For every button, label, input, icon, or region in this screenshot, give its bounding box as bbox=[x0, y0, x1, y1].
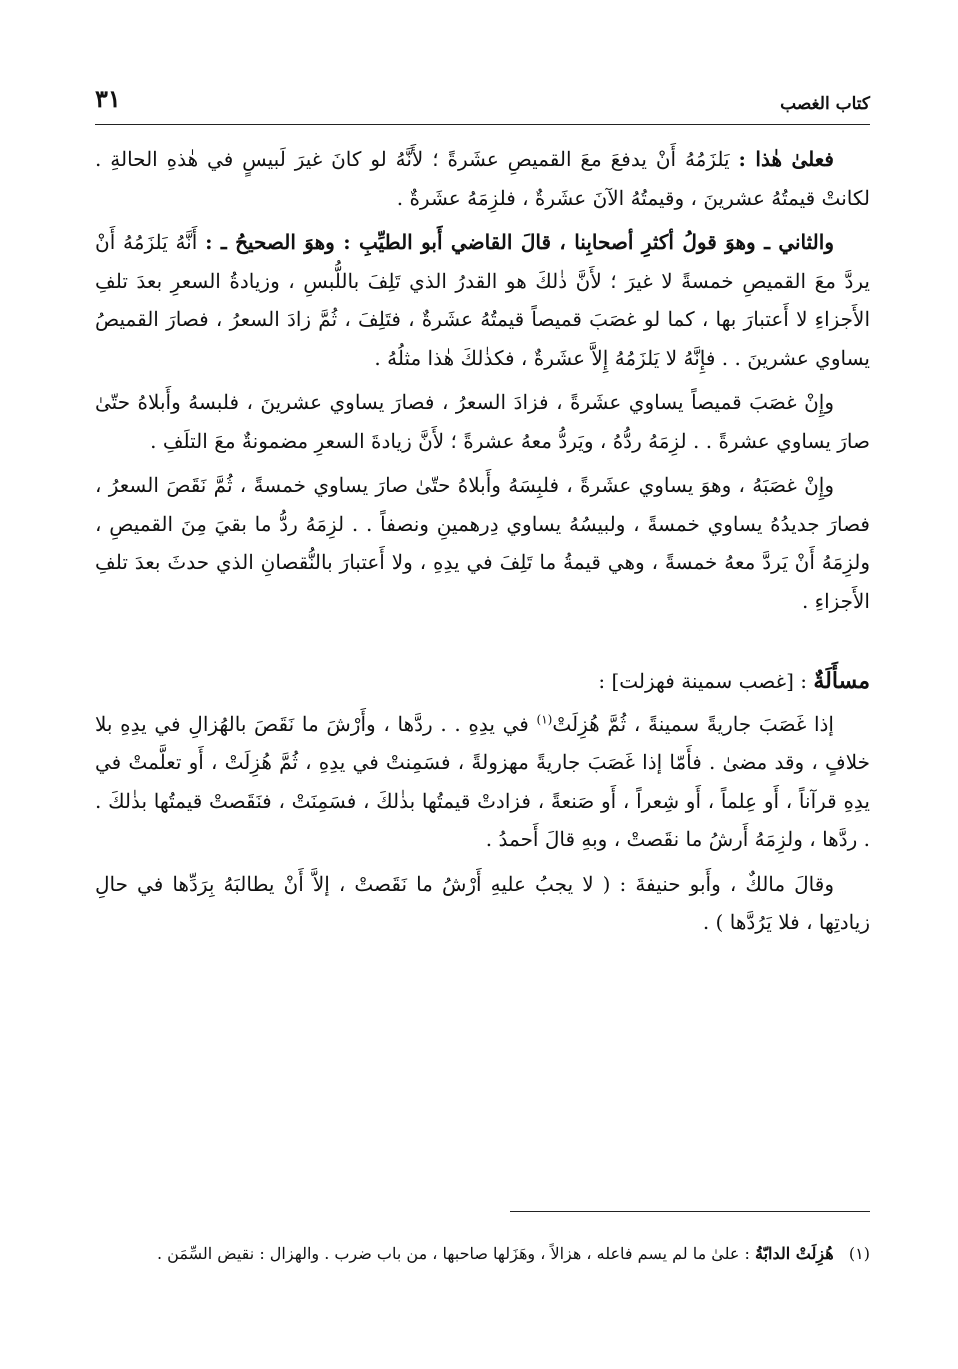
paragraph-text: في يدِهِ . . ردَّها ، وأَرْشَ ما نَقَصَ بالهُزالِ في يدِهِ بلا خلافٍ ، وقد مضىٰ . فأَمّا إذا غَصَبَ جاريةً مهزولةً ، فسَمِنتْ في يدِهِ ، ثُمَّ هُزِلَتْ ، أَو تعلَّمتْ في يدِهِ قرآناً ، أَو عِلماً ، أَو شِعراً ، أَو صَنعةً ، فزادتْ قيمتُها بذٰلكَ ، فسَمِنَتْ ، فنَقَصتْ قيمتُها بذٰلكَ . . ردَّها ، ولزِمَهُ أَرشُ ما نقَصتْ ، وبهِ قالَ أَحمدُ . bbox=[95, 711, 870, 851]
issue-paragraph-2 bbox=[95, 865, 870, 942]
paragraph-text: وإِنْ غصَبَهُ ، وهوَ يساوي عشَرةً ، فلبِسَهُ وأَبلاهُ حتّىٰ صارَ يساوي خمسةً ، ثُمَّ نَقَصَ السعرُ ، فصارَ جديدُهُ يساوي خمسةً ، ولبيسُهُ يساوي دِرهمينِ ونصفاً . . لزِمَهُ ردُّ ما بقيَ مِنَ القميصِ ، ولزِمَهُ أَنْ يَردَّ معهُ خمسةً ، وهي قيمةُ ما تَلِفَ في يدِهِ ، ولا أَعتبارَ بالنُّقصانِ الذي حدثَ بعدَ تلفِ الأَجزاءِ . bbox=[95, 473, 870, 613]
paragraph-text: وقالَ مالكٌ ، وأَبو حنيفةَ : ( لا يجبُ عليهِ أَرْشُ ما نَقَصتْ ، إلاَّ أَنْ يطالبَهُ بِرَدِّها في حالِ زيادتِها ، فلا يَرُدَّها ) . bbox=[95, 871, 870, 934]
page-number: ٣١ bbox=[95, 84, 121, 113]
paragraph-1 bbox=[95, 140, 870, 217]
paragraph-lead: فعلىٰ هٰذا : bbox=[738, 147, 834, 171]
issue-paragraph-1 bbox=[95, 705, 870, 859]
page-header bbox=[95, 84, 870, 124]
paragraph-text: إذا غَصَبَ جاريةً سمينةً ، ثُمَّ هُزِلَتْ bbox=[552, 711, 834, 736]
footnote-marker[interactable]: (١) bbox=[536, 711, 553, 726]
paragraph-text: أَنَّهُ يَلزَمُهُ أَنْ يردَّ معَ القميصِ خمسةً لا غيرَ ؛ لأَنَّ ذٰلكَ هو القدرُ الذي تَلِفَ باللُّبسِ ، وزيادةُ السعرِ بعدَ تلفِ الأَجزاءِ لا أَعتبارَ بها ، كما لو غصَبَ قميصاً قيمتُهُ عشَرةٌ ، فتَلِفَ ، ثُمَّ زادَ السعرُ ، فصارَ القميصُ يساوي عشرينَ . . فإِنَّهُ لا يَلزَمُهُ إِلاَّ عشَرةٌ ، فكذٰلكَ هٰذا مثلُهُ . bbox=[95, 230, 870, 370]
header-divider bbox=[95, 124, 870, 125]
issue-heading bbox=[95, 662, 870, 701]
issue-title: : [غصب سمينة فهزلت] : bbox=[598, 669, 808, 693]
paragraph-text: يَلزَمُهُ أَنْ يدفعَ معَ القميصِ عشَرةً ؛ لأَنَّهُ لو كانَ غيرَ لَبيسٍ في هٰذهِ الحالةِ . لكانتْ قيمتُهُ عشرينَ ، وقيمتُهُ الآنَ عشَرةٌ ، فلزِمَهُ عشَرةٌ . bbox=[95, 147, 870, 210]
paragraph-text: وإِنْ غصَبَ قميصاً يساوي عشَرةً ، فزادَ السعرُ ، فصارَ يساوي عشرينَ ، فلبسهُ وأَبلاهُ حتّىٰ صارَ يساوي عشرةً . . لزِمَهُ ردُّهُ ، ويَردُّ معهُ عشرةً ؛ لأَنَّ زيادةَ السعرِ مضمونةٌ معَ التلَفِ . bbox=[95, 390, 870, 453]
footnote-number: (١) bbox=[848, 1244, 870, 1263]
paragraph-4 bbox=[95, 466, 870, 620]
issue-word: مسأَلَةٌ bbox=[813, 668, 870, 694]
footnote-text: : علىٰ ما لم يسم فاعله ، هزالاً ، وهَزَلها صاحبها ، من باب ضرب . والهزال : نقيض السِّمَن . bbox=[156, 1244, 750, 1263]
footnote bbox=[95, 1238, 870, 1270]
paragraph-lead: والثاني ـ وهوَ قولُ أكثرِ أصحابِنا ، قالَ القاضي أَبو الطيِّبِ : وهوَ الصحيحُ ـ : bbox=[205, 230, 834, 254]
running-title: كتاب الغصب bbox=[780, 94, 870, 114]
paragraph-2 bbox=[95, 223, 870, 377]
paragraph-3 bbox=[95, 383, 870, 460]
footnote-head: هُزِلَتْ الدابّةُ bbox=[755, 1244, 834, 1263]
footnote-divider bbox=[510, 1211, 870, 1212]
main-text bbox=[95, 140, 870, 942]
